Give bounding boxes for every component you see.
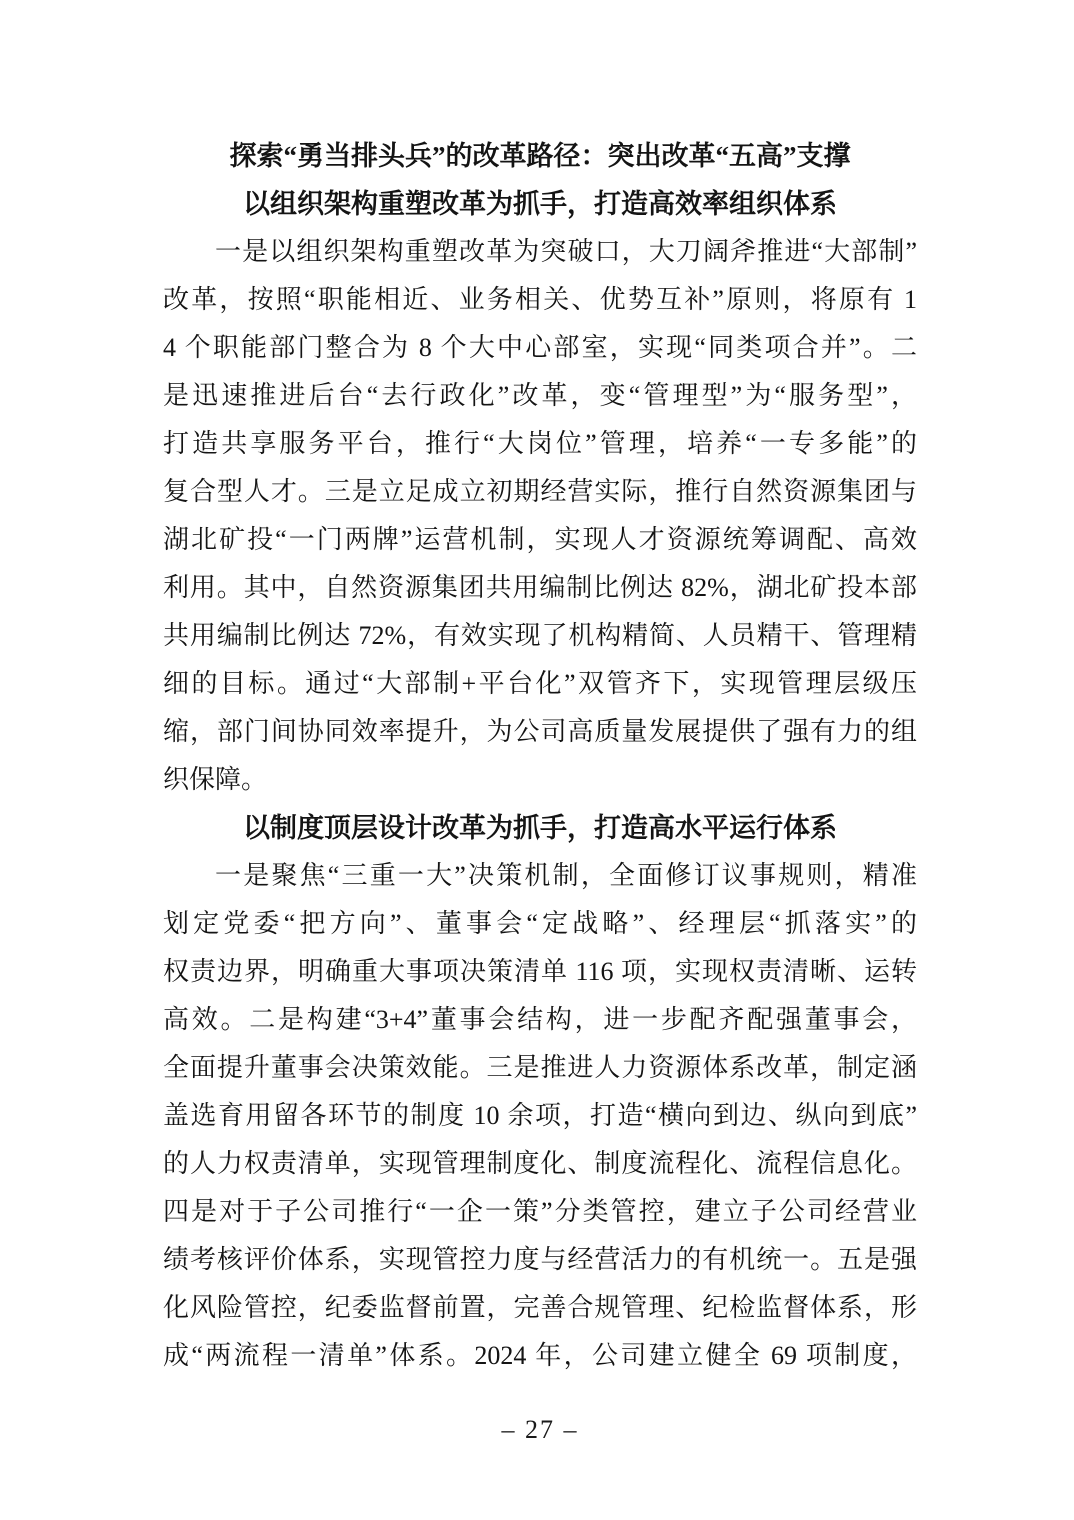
text-line: 缩，部门间协同效率提升，为公司高质量发展提供了强有力的组: [163, 717, 917, 746]
document-title-line-2: 以组织架构重塑改革为抓手，打造高效率组织体系: [243, 189, 837, 219]
text-line: 权责边界，明确重大事项决策清单 116 项，实现权责清晰、运转: [163, 957, 917, 986]
text-line: 高效。二是构建“3+4”董事会结构，进一步配齐配强董事会，: [163, 1005, 917, 1034]
text-line: 四是对于子公司推行“一企一策”分类管控，建立子公司经营业: [163, 1197, 917, 1226]
document-title-line-1: 探索“勇当排头兵”的改革路径：突出改革“五高”支撑: [229, 141, 851, 171]
paragraph-2: [163, 852, 917, 1380]
section-subheading: 以制度顶层设计改革为抓手，打造高水平运行体系: [243, 813, 837, 843]
text-line: 湖北矿投“一门两牌”运营机制，实现人才资源统筹调配、高效: [163, 525, 917, 554]
text-line: 改革，按照“职能相近、业务相关、优势互补”原则，将原有 1: [163, 285, 917, 314]
text-line: 4 个职能部门整合为 8 个大中心部室，实现“同类项合并”。二: [163, 333, 917, 362]
text-line: 盖选育用留各环节的制度 10 余项，打造“横向到边、纵向到底”: [163, 1101, 917, 1130]
text-line: 细的目标。通过“大部制+平台化”双管齐下，实现管理层级压: [163, 669, 917, 698]
text-line: 一是以组织架构重塑改革为突破口，大刀阔斧推进“大部制”: [215, 237, 917, 266]
text-line: 的人力权责清单，实现管理制度化、制度流程化、流程信息化。: [163, 1149, 917, 1178]
paragraph-1: [163, 228, 917, 804]
text-line: 化风险管控，纪委监督前置，完善合规管理、纪检监督体系，形: [163, 1293, 917, 1322]
text-line: 划定党委“把方向”、董事会“定战略”、经理层“抓落实”的: [163, 909, 917, 938]
text-line: 打造共享服务平台，推行“大岗位”管理，培养“一专多能”的: [163, 429, 917, 458]
text-line: 成“两流程一清单”体系。2024 年，公司建立健全 69 项制度，: [163, 1341, 917, 1370]
text-line: 共用编制比例达 72%，有效实现了机构精简、人员精干、管理精: [163, 621, 917, 650]
text-line: 复合型人才。三是立足成立初期经营实际，推行自然资源集团与: [163, 477, 917, 506]
page-number: – 27 –: [501, 1415, 579, 1444]
text-line: 全面提升董事会决策效能。三是推进人力资源体系改革，制定涵: [163, 1053, 917, 1082]
text-line: 绩考核评价体系，实现管控力度与经营活力的有机统一。五是强: [163, 1245, 917, 1274]
text-line: 织保障。: [163, 765, 268, 794]
text-line: 是迅速推进后台“去行政化”改革，变“管理型”为“服务型”，: [163, 381, 917, 410]
text-line: 一是聚焦“三重一大”决策机制，全面修订议事规则，精准: [215, 861, 917, 890]
text-line: 利用。其中，自然资源集团共用编制比例达 82%，湖北矿投本部: [163, 573, 917, 602]
